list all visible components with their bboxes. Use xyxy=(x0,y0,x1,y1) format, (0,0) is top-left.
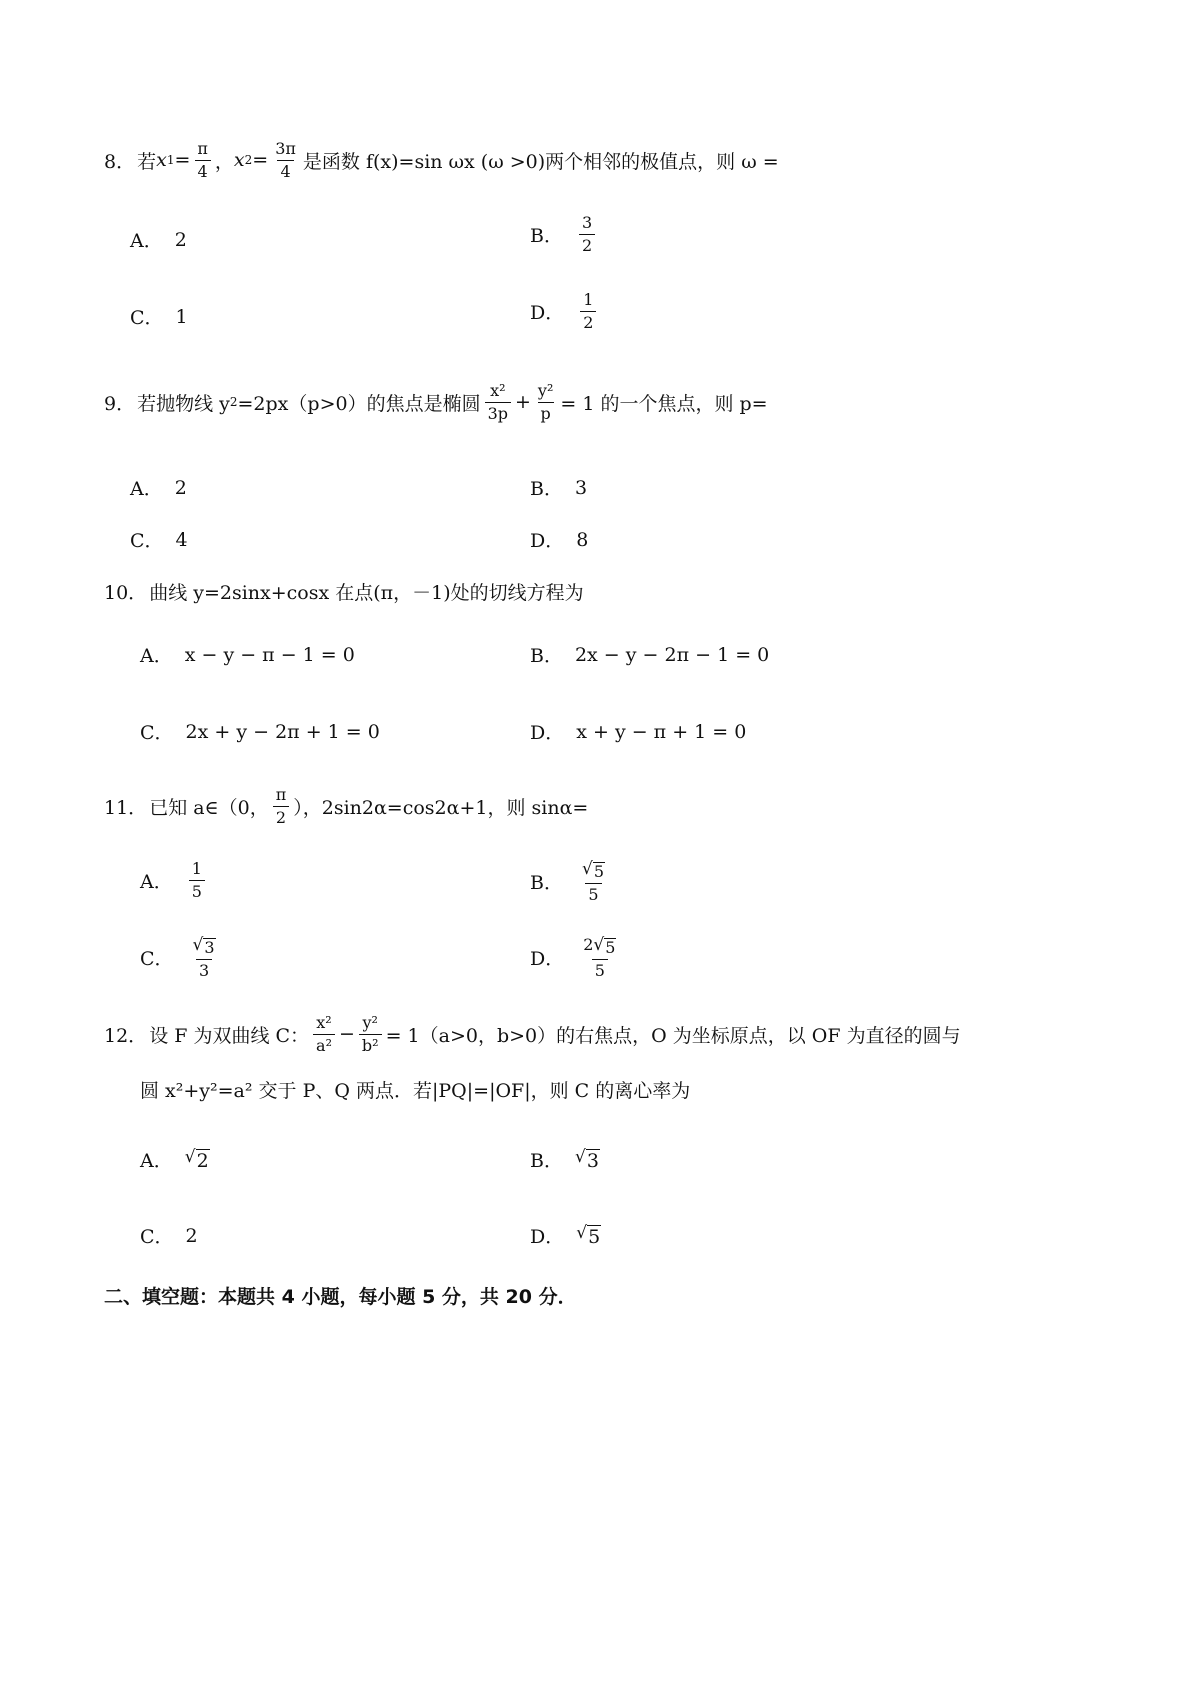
option-value: x − y − π − 1 = 0 xyxy=(184,643,355,666)
option-label: C． xyxy=(130,307,164,329)
option-label: B． xyxy=(530,224,563,247)
option-label: D． xyxy=(530,301,565,324)
fraction xyxy=(580,936,619,979)
option-label: B． xyxy=(530,872,563,895)
option-value: 8 xyxy=(576,528,589,551)
option-label: B． xyxy=(530,478,563,500)
fraction xyxy=(190,936,219,979)
option-label: B． xyxy=(530,1150,563,1172)
option-c xyxy=(140,936,223,979)
numerator: 3π xyxy=(275,139,296,158)
option-b xyxy=(530,214,599,254)
denominator: 2 xyxy=(580,311,596,332)
option-label: A． xyxy=(130,478,163,500)
question-number: 11． xyxy=(104,796,148,819)
question-number: 10． xyxy=(104,582,148,604)
numerator: 3 xyxy=(581,213,593,232)
minus: − xyxy=(338,1023,355,1046)
option-label: D． xyxy=(530,1226,565,1248)
section-heading xyxy=(104,1282,577,1309)
fraction xyxy=(194,140,211,180)
square-root: √ 5 xyxy=(593,935,616,957)
radicand: 5 xyxy=(593,862,604,881)
numerator: 1 xyxy=(583,290,594,309)
equals: = xyxy=(252,149,269,172)
option-c xyxy=(130,303,188,330)
question-text: 是函数 f(x)=sin ωx (ω >0)两个相邻的极值点，则 ω = xyxy=(302,150,779,173)
radicand: 5 xyxy=(605,938,616,957)
numerator: π xyxy=(275,785,287,804)
option-d xyxy=(530,718,746,745)
option-d xyxy=(530,526,588,553)
question-9 xyxy=(104,382,768,422)
option-a xyxy=(140,1146,210,1173)
option-a xyxy=(130,474,187,501)
fraction xyxy=(272,140,299,180)
option-d xyxy=(530,936,623,979)
var-x2: x xyxy=(233,149,245,172)
question-number: 12． xyxy=(104,1024,148,1047)
option-value: 4 xyxy=(175,528,188,551)
option-value: 2x − y − 2π − 1 = 0 xyxy=(574,643,770,666)
numerator: y² xyxy=(537,381,554,400)
square-root: √ 3 xyxy=(574,1147,599,1172)
numerator xyxy=(580,936,619,959)
question-text: 圆 x²+y²=a² 交于 P、Q 两点．若|PQ|=|OF|，则 C 的离心率为 xyxy=(140,1080,691,1102)
numerator: 1 xyxy=(191,859,202,878)
question-text: ），2sin2α=cos2α+1，则 sinα= xyxy=(293,796,589,819)
question-text: = 1（a>0，b>0）的右焦点，O 为坐标原点，以 OF 为直径的圆与 xyxy=(385,1024,961,1047)
comma: ， xyxy=(214,150,234,173)
equals: = xyxy=(174,149,191,172)
option-b xyxy=(530,474,587,501)
question-text: =2px（p>0）的焦点是椭圆 xyxy=(237,392,481,415)
radicand: 3 xyxy=(586,1150,599,1172)
question-number: 9． xyxy=(104,392,136,415)
numerator xyxy=(190,936,219,959)
option-value: 2x + y − 2π + 1 = 0 xyxy=(185,720,380,743)
option-label: C． xyxy=(140,948,174,971)
square-root: √ 3 xyxy=(192,935,215,957)
question-number: 8． xyxy=(104,150,136,173)
fraction xyxy=(485,382,511,422)
superscript: 2 xyxy=(229,395,238,410)
option-d xyxy=(530,1222,601,1249)
option-c xyxy=(140,718,380,745)
option-d xyxy=(530,291,600,331)
denominator: 2 xyxy=(273,806,289,827)
denominator: b² xyxy=(359,1034,382,1055)
denominator: 5 xyxy=(592,959,608,980)
fraction xyxy=(273,786,290,826)
option-label: C． xyxy=(130,530,164,552)
question-11 xyxy=(104,786,588,826)
option-b xyxy=(530,860,612,903)
fraction xyxy=(535,382,556,422)
denominator: 3p xyxy=(485,402,511,423)
question-text: 曲线 y=2sinx+cosx 在点(π，－1)处的切线方程为 xyxy=(149,582,584,604)
option-value: 1 xyxy=(175,305,188,328)
question-text: 已知 a∈（0， xyxy=(149,796,269,819)
option-c xyxy=(130,526,188,553)
option-a xyxy=(140,641,355,668)
denominator: 2 xyxy=(579,234,595,255)
fraction xyxy=(313,1014,335,1054)
option-label: C． xyxy=(140,1226,174,1248)
numerator xyxy=(579,860,608,883)
square-root: √ 5 xyxy=(576,1223,601,1248)
option-value: x + y − π + 1 = 0 xyxy=(576,720,747,743)
option-label: D． xyxy=(530,530,565,552)
option-b xyxy=(530,1146,600,1173)
section-title: 二、填空题：本题共 4 小题，每小题 5 分，共 20 分． xyxy=(104,1286,577,1308)
square-root: √ 5 xyxy=(581,859,604,881)
question-12-line-2 xyxy=(140,1076,690,1103)
option-label: D． xyxy=(530,948,565,971)
question-text: 若 xyxy=(137,150,157,173)
radicand: 5 xyxy=(588,1226,601,1248)
question-10 xyxy=(104,578,584,605)
denominator: 5 xyxy=(585,883,601,904)
option-label: B． xyxy=(530,645,563,667)
option-value: 2 xyxy=(185,1224,198,1247)
denominator: 3 xyxy=(196,959,212,980)
plus: + xyxy=(515,391,531,414)
option-b xyxy=(530,641,769,668)
option-label: A． xyxy=(140,645,173,667)
option-label: D． xyxy=(530,722,565,744)
option-c xyxy=(140,1222,198,1249)
fraction xyxy=(580,291,596,331)
subscript: 1 xyxy=(166,153,175,168)
option-label: A． xyxy=(140,870,173,893)
option-label: A． xyxy=(130,230,163,252)
fraction xyxy=(579,860,608,903)
denominator: a² xyxy=(313,1034,335,1055)
question-8 xyxy=(104,140,779,180)
question-text: 若抛物线 y xyxy=(137,392,230,415)
option-value: 2 xyxy=(174,476,187,499)
denominator: 4 xyxy=(277,160,293,181)
var-x1: x xyxy=(156,149,167,172)
fraction xyxy=(359,1014,382,1054)
numerator: x² xyxy=(490,381,506,400)
radicand: 3 xyxy=(204,938,215,957)
option-a xyxy=(140,860,209,900)
question-text: = 1 的一个焦点，则 p= xyxy=(560,392,768,415)
fraction xyxy=(189,860,205,900)
denominator: 5 xyxy=(189,880,205,901)
option-value: 3 xyxy=(574,476,588,499)
square-root: √ 2 xyxy=(184,1147,209,1172)
option-a xyxy=(130,226,187,253)
denominator: 4 xyxy=(195,160,211,181)
question-text: 设 F 为双曲线 C： xyxy=(149,1024,310,1047)
denominator: p xyxy=(538,402,554,423)
subscript: 2 xyxy=(244,153,253,168)
numerator: y² xyxy=(362,1013,378,1032)
numerator: x² xyxy=(316,1013,332,1032)
coefficient: 2 xyxy=(583,935,594,954)
fraction xyxy=(579,214,595,254)
option-label: A． xyxy=(140,1150,173,1172)
option-label: C． xyxy=(140,722,174,744)
question-12 xyxy=(104,1014,961,1054)
numerator: π xyxy=(197,139,208,158)
option-value: 2 xyxy=(174,228,187,251)
radicand: 2 xyxy=(196,1150,209,1172)
